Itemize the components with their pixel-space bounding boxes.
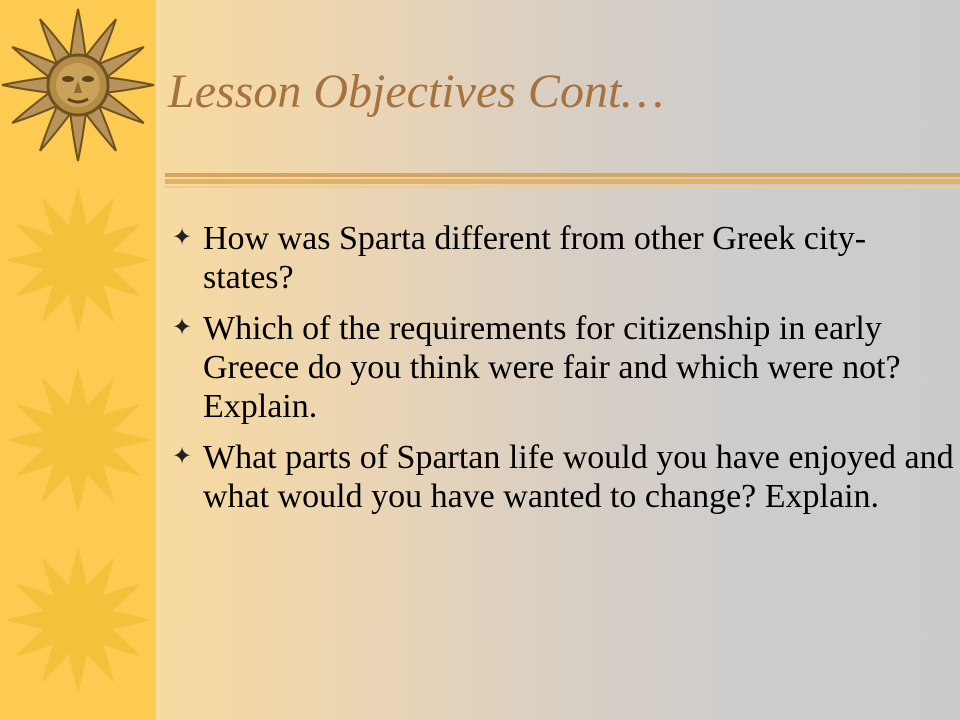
sun-ray (104, 77, 154, 93)
title-underline (165, 179, 960, 184)
sun-icon (0, 530, 156, 710)
title-underline (165, 173, 960, 177)
sun-ray (2, 77, 52, 93)
sun-icon (0, 350, 156, 530)
list-item (172, 219, 954, 297)
sun-ray (70, 111, 86, 161)
decorative-sun-strip (0, 0, 156, 720)
list-item (172, 309, 954, 426)
bullet-text: Which of the requirements for citizenship in early Greece do you think were fair and which were not? Explain. (203, 310, 901, 425)
sun-face-icon (0, 0, 156, 170)
sun-icon (0, 170, 156, 350)
sun-ray (70, 9, 86, 59)
bullet-text: How was Sparta different from other Greek city-states? (203, 220, 867, 296)
star-bullet-icon: ✦ (172, 225, 193, 251)
objectives-list (172, 219, 954, 528)
list-item (172, 438, 954, 516)
star-bullet-icon: ✦ (172, 444, 193, 470)
star-bullet-icon: ✦ (172, 315, 193, 341)
bullet-text: What parts of Spartan life would you have enjoyed and what would you have wanted to change? Explain. (203, 439, 954, 515)
slide-title: Lesson Objectives Cont… (168, 65, 664, 118)
title-underline (165, 186, 960, 188)
